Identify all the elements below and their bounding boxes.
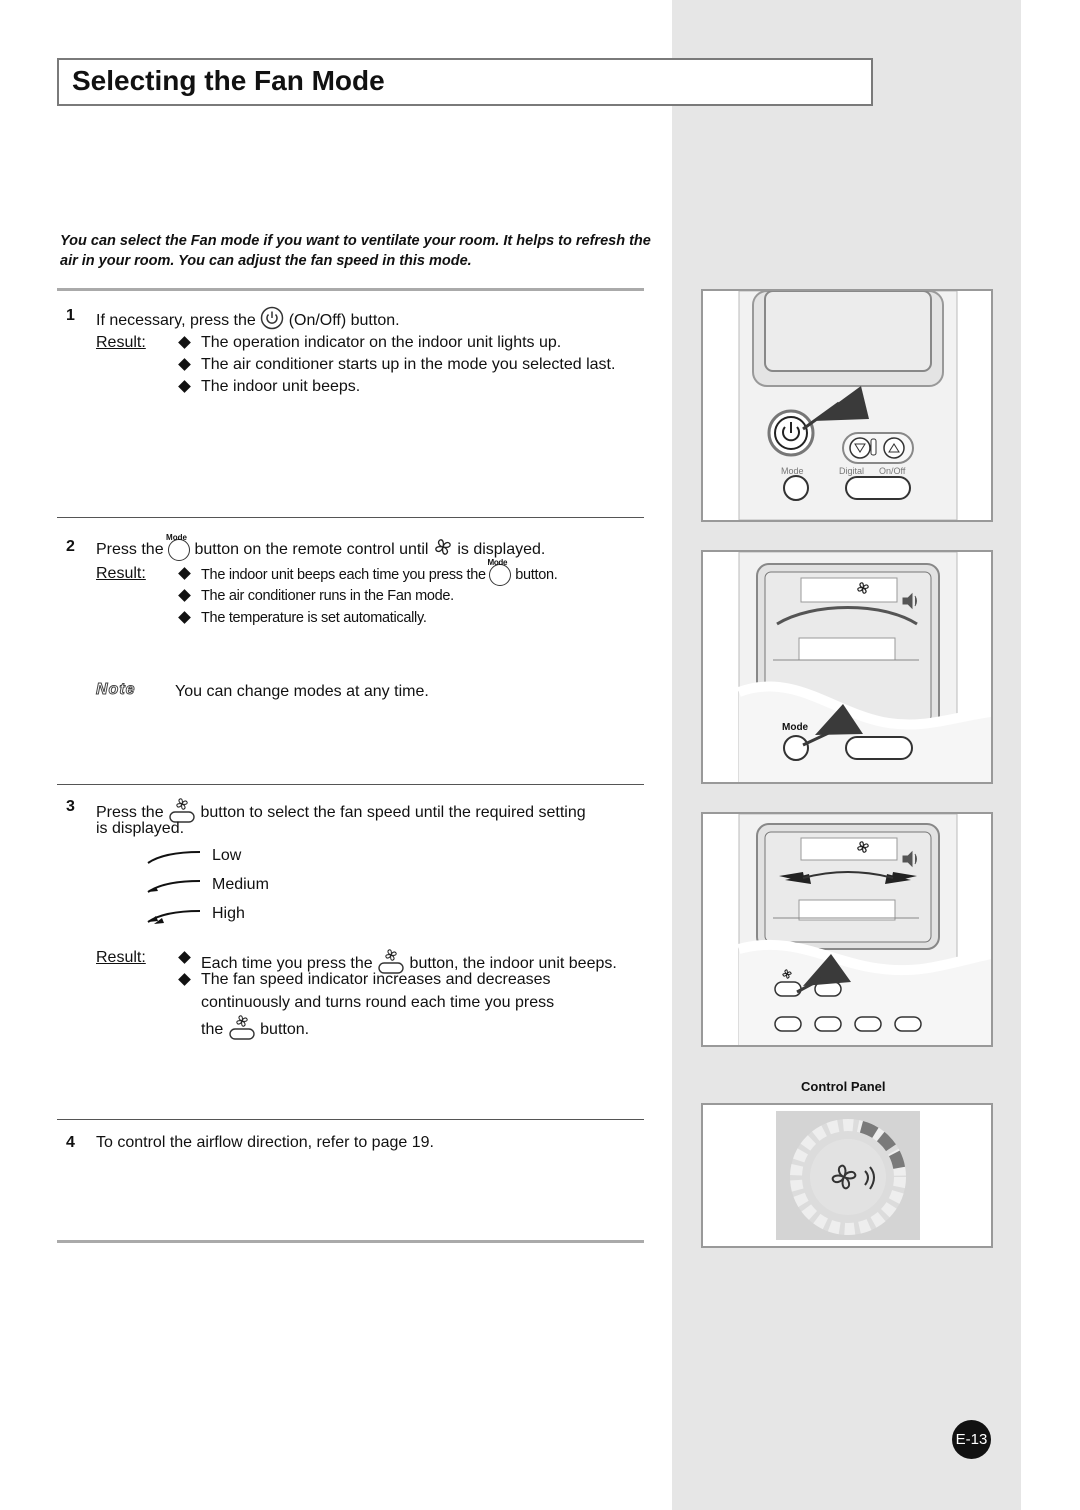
step-1-text (96, 306, 400, 336)
step-3-result-2c-pre: the (201, 1021, 224, 1039)
speed-low-label: Low (212, 847, 242, 864)
step-2-result-1-post: button. (515, 566, 558, 583)
step-2-result-1 (201, 558, 558, 586)
speed-low-indicator-icon (146, 849, 202, 872)
bullet-icon (178, 567, 191, 580)
step-2-mid: button on the remote control until (194, 541, 429, 559)
divider (57, 288, 644, 291)
mode-button-icon (166, 533, 190, 561)
page-number-badge: E-13 (952, 1420, 991, 1459)
step-2-result-2: The air conditioner runs in the Fan mode. (201, 588, 454, 604)
step-1-result-2: The air conditioner starts up in the mode you selected last. (201, 356, 616, 373)
step-3-result-2c-post: button. (260, 1021, 310, 1039)
mode-button-icon (487, 558, 511, 586)
divider (57, 517, 644, 518)
step-2-post: is displayed. (457, 541, 546, 559)
step-1-pre: If necessary, press the (96, 312, 256, 330)
step-4-text: To control the airflow direction, refer to page 19. (96, 1134, 434, 1151)
step-3-result-2b: continuously and turns round each time you press (201, 994, 555, 1011)
control-panel-illustration (701, 1103, 993, 1248)
result-label: Result: (96, 565, 146, 582)
divider (57, 784, 644, 785)
bullet-icon (178, 336, 191, 349)
step-2-number: 2 (66, 538, 75, 555)
fan-icon (433, 537, 453, 563)
note-label: Note (96, 681, 136, 698)
power-icon (260, 306, 284, 336)
onoff-button-label: On/Off (879, 466, 906, 476)
result-label: Result: (96, 949, 146, 966)
step-3-result-2a: The fan speed indicator increases and decreases (201, 971, 551, 988)
step-3-post: button to select the fan speed until the required setting (200, 804, 586, 822)
step-2-pre: Press the (96, 541, 164, 559)
divider (57, 1119, 644, 1120)
step-1-result-1: The operation indicator on the indoor unit lights up. (201, 334, 562, 351)
speed-medium-label: Medium (212, 876, 269, 893)
remote-illustration-onoff (701, 289, 993, 522)
remote-illustration-fan-speed (701, 812, 993, 1047)
step-2-text (96, 533, 546, 563)
bullet-icon (178, 951, 191, 964)
step-3-result-2c (201, 1014, 309, 1046)
step-2-result-1-pre: The indoor unit beeps each time you press the (201, 566, 486, 583)
page-title: Selecting the Fan Mode (72, 65, 385, 96)
mode-button-label: Mode (781, 466, 804, 476)
fan-speed-button-icon (228, 1014, 256, 1046)
bullet-icon (178, 589, 191, 602)
bullet-icon (178, 380, 191, 393)
divider (57, 1240, 644, 1243)
step-4-number: 4 (66, 1134, 75, 1151)
mode-label: Mode (166, 533, 187, 542)
bullet-icon (178, 358, 191, 371)
note-text: You can change modes at any time. (175, 683, 429, 700)
speed-medium-indicator-icon (146, 877, 202, 902)
step-3-result-1-post: button, the indoor unit beeps. (409, 955, 617, 973)
result-label: Result: (96, 334, 146, 351)
step-3-line-2: is displayed. (96, 820, 185, 837)
bullet-icon (178, 973, 191, 986)
step-1-result-3: The indoor unit beeps. (201, 378, 361, 395)
mode-button-label: Mode (782, 722, 809, 733)
speed-high-label: High (212, 905, 245, 922)
step-1-post: (On/Off) button. (288, 312, 400, 330)
remote-illustration-mode (701, 550, 993, 784)
title-box (57, 58, 873, 106)
step-3-number: 3 (66, 798, 75, 815)
step-2-result-3: The temperature is set automatically. (201, 610, 427, 626)
control-panel-caption: Control Panel (801, 1079, 886, 1094)
bullet-icon (178, 611, 191, 624)
digital-button-label: Digital (839, 466, 865, 476)
step-3-result-1-pre: Each time you press the (201, 955, 373, 973)
step-3-pre: Press the (96, 804, 164, 822)
speed-high-indicator-icon (146, 906, 202, 933)
intro-text: You can select the Fan mode if you want to ventilate your room. It helps to refresh the air in your room. You can adjust the fan speed in this mode. (60, 233, 651, 269)
mode-label: Mode (487, 558, 508, 567)
step-1-number: 1 (66, 307, 75, 324)
